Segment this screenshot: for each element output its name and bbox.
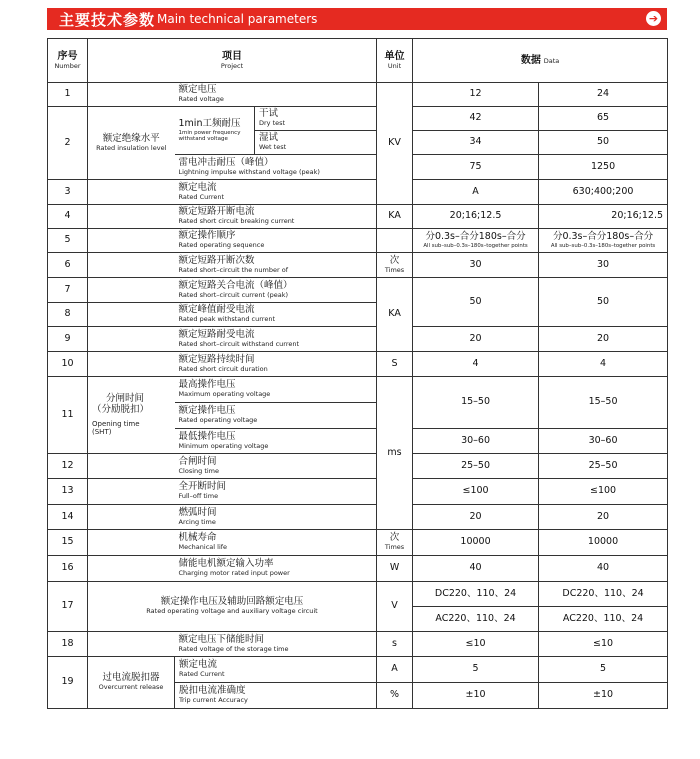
unit-w: W <box>377 556 413 582</box>
data-value: 5 <box>539 657 668 683</box>
data-value: 1250 <box>539 155 668 180</box>
data-value: 65 <box>539 107 668 131</box>
data-value: 630;400;200 <box>539 180 668 205</box>
table-row <box>48 377 668 403</box>
param-label: 额定电压下储能时间 Rated voltage of the storage time <box>175 632 377 657</box>
param-label: 干试 Dry test <box>255 107 377 131</box>
table-row <box>48 582 668 607</box>
data-value: ≤10 <box>539 632 668 657</box>
data-value: AC220、110、24 <box>539 607 668 632</box>
row-number: 4 <box>48 205 88 229</box>
data-value: 4 <box>413 352 539 377</box>
data-value: DC220、110、24 <box>413 582 539 607</box>
param-label: 额定短路开断次数 Rated short–circuit the number of <box>175 253 377 278</box>
table-row <box>48 657 668 683</box>
row-number: 7 <box>48 278 88 303</box>
data-value: 50 <box>539 278 668 327</box>
arrow-right-icon[interactable]: ➔ <box>646 11 661 26</box>
table-row <box>48 632 668 657</box>
data-value: DC220、110、24 <box>539 582 668 607</box>
data-value: 20 <box>413 505 539 530</box>
data-value: 25–50 <box>413 454 539 479</box>
table-row <box>48 253 668 278</box>
section-title-en: Main technical parameters <box>157 12 318 26</box>
data-value: 10000 <box>539 530 668 556</box>
parameters-table <box>47 38 668 709</box>
table-row <box>48 107 668 131</box>
unit-ka: KA <box>377 278 413 352</box>
unit-times: 次 Times <box>377 253 413 278</box>
param-label: 额定操作电压及辅助回路额定电压 Rated operating voltage and auxiliary voltage circuit <box>88 582 377 632</box>
table-row <box>48 83 668 107</box>
param-label: 机械寿命 Mechanical life <box>175 530 377 556</box>
row-number: 19 <box>48 657 88 709</box>
param-label: 合闸时间 Closing time <box>175 454 377 479</box>
param-label: 额定短路持续时间 Rated short circuit duration <box>175 352 377 377</box>
data-value: 4 <box>539 352 668 377</box>
param-label: 燃弧时间 Arcing time <box>175 505 377 530</box>
data-value: ≤10 <box>413 632 539 657</box>
group-label: 额定绝缘水平 Rated insulation level <box>88 107 175 180</box>
param-label: 额定电压 Rated voltage <box>175 83 377 107</box>
data-value: 分0.3s–合分180s–合分 All sub–sub–0.3s–180s–together points <box>539 229 668 253</box>
data-value: 10000 <box>413 530 539 556</box>
data-value: 34 <box>413 131 539 155</box>
data-value: AC220、110、24 <box>413 607 539 632</box>
data-value: 15–50 <box>539 377 668 429</box>
col-unit: 单位 Unit <box>377 39 413 83</box>
row-number: 6 <box>48 253 88 278</box>
unit-ka: KA <box>377 205 413 229</box>
param-label: 额定短路关合电流（峰值） Rated short–circuit current (peak) <box>175 278 377 303</box>
table-row <box>48 505 668 530</box>
table-row <box>48 556 668 582</box>
data-value: 25–50 <box>539 454 668 479</box>
data-value: 50 <box>413 278 539 327</box>
unit-a: A <box>413 180 539 205</box>
row-number: 2 <box>48 107 88 180</box>
param-label: 额定操作顺序 Rated operating sequence <box>175 229 377 253</box>
data-value: 5 <box>413 657 539 683</box>
row-number: 11 <box>48 377 88 454</box>
unit-times: 次 Times <box>377 530 413 556</box>
data-value: 20 <box>413 327 539 352</box>
unit-ms: ms <box>377 377 413 530</box>
data-value: 15–50 <box>413 377 539 429</box>
data-value: 12 <box>413 83 539 107</box>
data-value: 75 <box>413 155 539 180</box>
row-number: 10 <box>48 352 88 377</box>
param-label: 1min工频耐压 1min power frequency withstand voltage <box>175 107 255 155</box>
data-value: 20 <box>539 505 668 530</box>
table-row <box>48 205 668 229</box>
data-value: 20;16;12.5 <box>539 205 668 229</box>
data-value: 40 <box>413 556 539 582</box>
row-number: 14 <box>48 505 88 530</box>
param-label: 最高操作电压 Maximum operating voltage <box>175 377 377 403</box>
data-value: ±10 <box>539 683 668 709</box>
row-number: 9 <box>48 327 88 352</box>
data-value: 30–60 <box>539 429 668 454</box>
param-label: 全开断时间 Full–off time <box>175 479 377 505</box>
data-value: 30–60 <box>413 429 539 454</box>
group-label: 分闸时间 （分励脱扣） Opening time (SHT) <box>88 377 175 454</box>
table-row <box>48 229 668 253</box>
data-value: 30 <box>413 253 539 278</box>
unit-s: s <box>377 632 413 657</box>
col-number: 序号 Number <box>48 39 88 83</box>
data-value: ≤100 <box>413 479 539 505</box>
data-value: 42 <box>413 107 539 131</box>
param-label: 脱扣电流准确度 Trip current Accuracy <box>175 683 377 709</box>
data-value: 分0.3s–合分180s–合分 All sub–sub–0.3s–180s–together points <box>413 229 539 253</box>
col-project: 项目 Project <box>88 39 377 83</box>
section-title-cn: 主要技术参数 <box>59 11 156 29</box>
row-number: 5 <box>48 229 88 253</box>
param-label: 额定电流 Rated Current <box>175 180 377 205</box>
data-value: 20;16;12.5 <box>413 205 539 229</box>
param-label: 最低操作电压 Minimum operating voltage <box>175 429 377 454</box>
unit-a: A <box>377 657 413 683</box>
table-header-row <box>48 39 668 83</box>
row-number: 1 <box>48 83 88 107</box>
param-label: 额定电流 Rated Current <box>175 657 377 683</box>
data-value: 24 <box>539 83 668 107</box>
data-value: 50 <box>539 131 668 155</box>
table-row <box>48 479 668 505</box>
row-number: 16 <box>48 556 88 582</box>
row-number: 15 <box>48 530 88 556</box>
param-label: 湿试 Wet test <box>255 131 377 155</box>
unit-kv: KV <box>377 83 413 205</box>
table-row <box>48 530 668 556</box>
param-label: 储能电机额定输入功率 Charging motor rated input power <box>175 556 377 582</box>
data-value: ≤100 <box>539 479 668 505</box>
unit-s: S <box>377 352 413 377</box>
group-label: 过电流脱扣器 Overcurrent release <box>88 657 175 709</box>
unit-percent: % <box>377 683 413 709</box>
row-number: 17 <box>48 582 88 632</box>
table-row <box>48 327 668 352</box>
param-label: 额定短路耐受电流 Rated short–circuit withstand current <box>175 327 377 352</box>
row-number: 3 <box>48 180 88 205</box>
table-row <box>48 352 668 377</box>
param-label: 额定峰值耐受电流 Rated peak withstand current <box>175 303 377 327</box>
row-number: 8 <box>48 303 88 327</box>
table-row <box>48 278 668 303</box>
header-banner <box>47 8 667 30</box>
param-label: 雷电冲击耐压（峰值） Lightning impulse withstand voltage (peak) <box>175 155 377 180</box>
data-value: 30 <box>539 253 668 278</box>
col-data: 数据 Data <box>413 39 668 83</box>
row-number: 18 <box>48 632 88 657</box>
table-row <box>48 180 668 205</box>
unit-v: V <box>377 582 413 632</box>
data-value: ±10 <box>413 683 539 709</box>
data-value: 40 <box>539 556 668 582</box>
table-row <box>48 454 668 479</box>
row-number: 12 <box>48 454 88 479</box>
param-label: 额定短路开断电流 Rated short circuit breaking current <box>175 205 377 229</box>
row-number: 13 <box>48 479 88 505</box>
param-label: 额定操作电压 Rated operating voltage <box>175 403 377 429</box>
data-value: 20 <box>539 327 668 352</box>
